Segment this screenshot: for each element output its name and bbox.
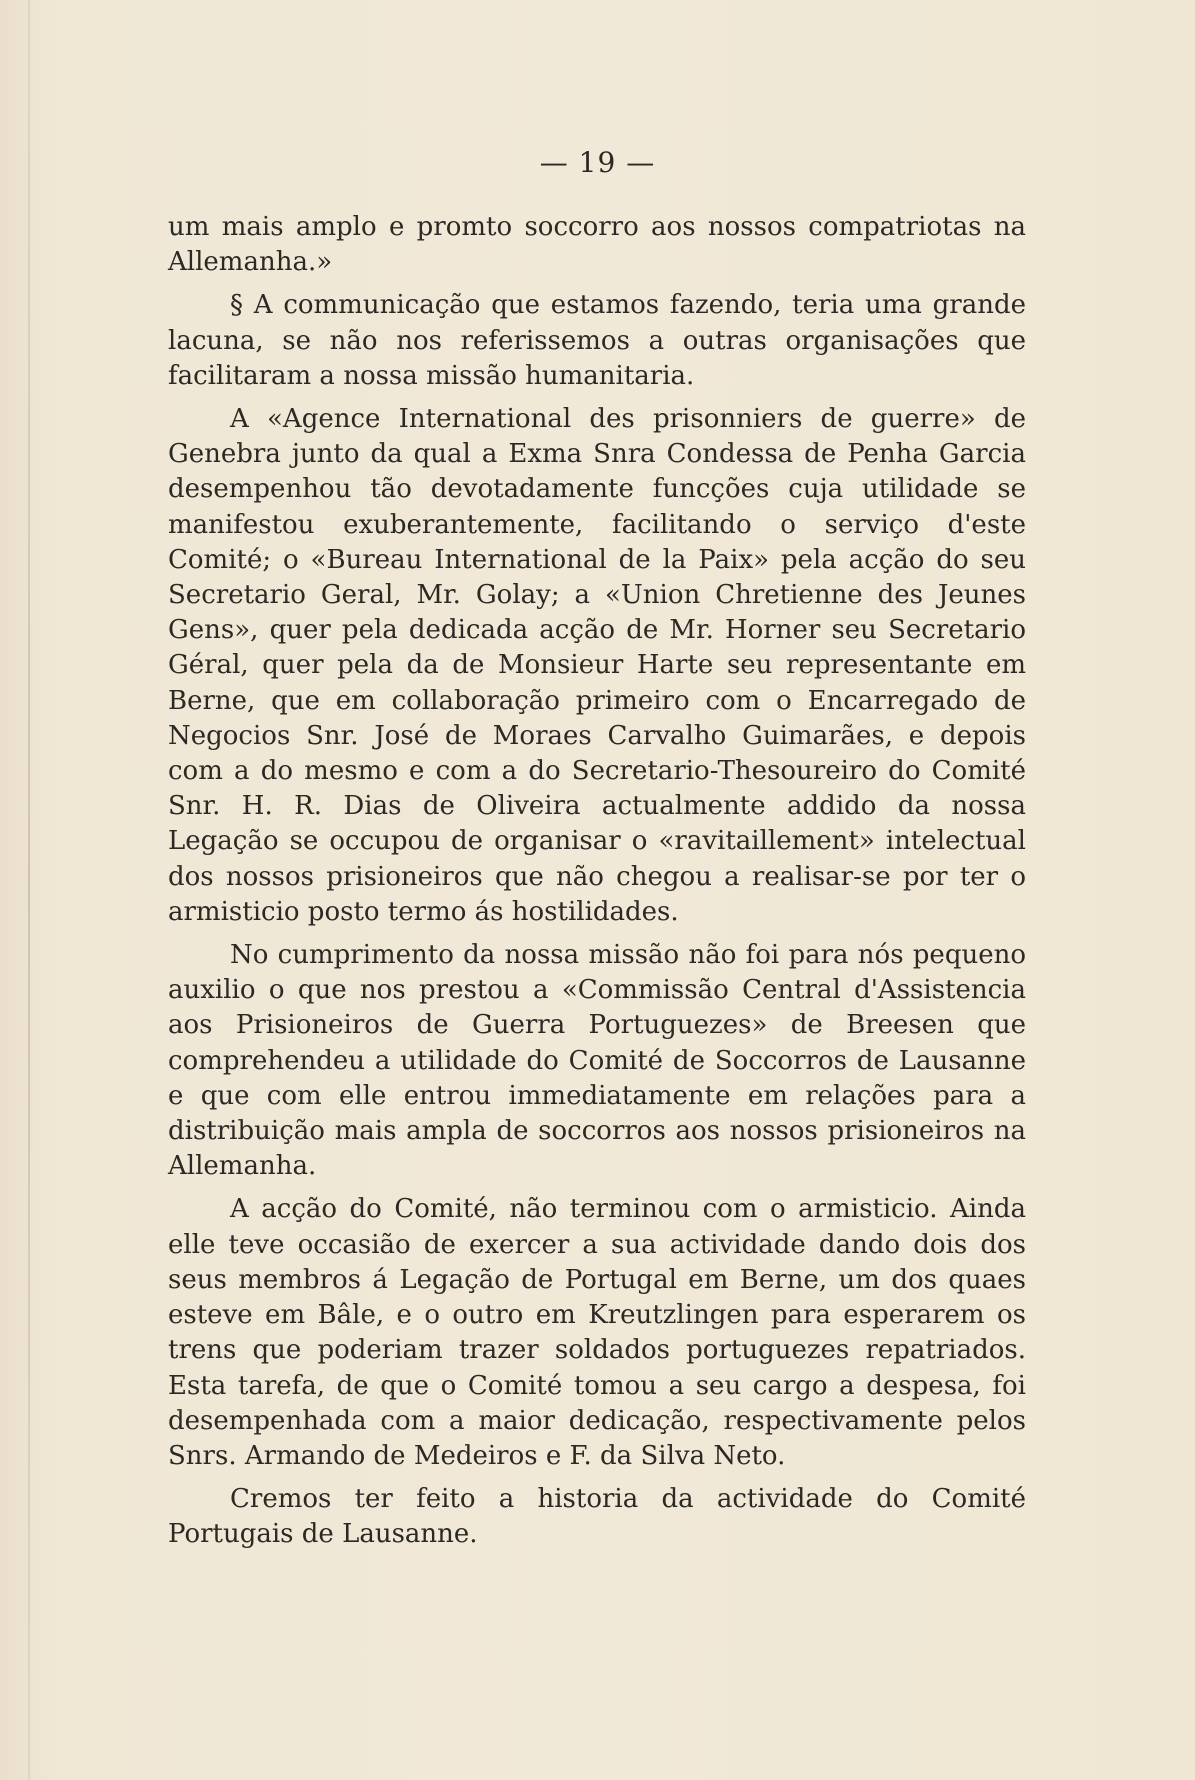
paragraph: Cremos ter feito a historia da actividade do Comité Portugais de Lausanne. [168,1484,1026,1550]
page-edge-shadow [28,0,30,1780]
paragraph: A acção do Comité, não terminou com o armisticio. Ainda elle teve occasião de exercer a sua actividade dando dois dos seus membros á Legação de Portugal em Berne, um dos quaes esteve em Bâle, e o outro em Kreutzlingen para esperarem os trens que poderiam trazer soldados portuguezes repatriados. Esta tarefa, de que o Comité tomou a seu cargo a despesa, foi desempenhada com a maior dedicação, respectivamente pelos Snrs. Armando de Medeiros e F. da Silva Neto. [168,1194,1026,1471]
paragraph: § A communicação que estamos fazendo, teria uma grande lacuna, se não nos referissemos a outras organisações que facilitaram a nossa missão humanitaria. [168,290,1026,391]
body-text [168,210,1026,1561]
paragraph: No cumprimento da nossa missão não foi para nós pequeno auxilio o que nos prestou a «Commissão Central d'Assistencia aos Prisioneiros de Guerra Portuguezes» de Breesen que comprehendeu a utilidade do Comité de Soccorros de Lausanne e que com elle entrou immediatamente em relações para a distribuição mais ampla de soccorros aos nossos prisioneiros na Allemanha. [168,940,1026,1182]
paragraph: um mais amplo e promto soccorro aos nossos compatriotas na Allemanha.» [168,212,1026,278]
page-number: — 19 — [539,146,656,179]
paragraph: A «Agence International des prisonniers de guerre» de Genebra junto da qual a Exma Snra Condessa de Penha Garcia desempenhou tão devotadamente funcções cuja utilidade se manifestou exuberantemente, facilitando o serviço d'este Comité; o «Bureau International de la Paix» pela acção do seu Secretario Geral, Mr. Golay; a «Union Chretienne des Jeunes Gens», quer pela dedicada acção de Mr. Horner seu Secretario Géral, quer pela da de Monsieur Harte seu representante em Berne, que em collaboração primeiro com o Encarregado de Negocios Snr. José de Moraes Carvalho Guimarães, e depois com a do mesmo e com a do Secretario-Thesoureiro do Comité Snr. H. R. Dias de Oliveira actualmente addido da nossa Legação se occupou de organisar o «ravitaillement» intelectual dos nossos prisioneiros que não chegou a realisar-se por ter o armisticio posto termo ás hostilidades. [168,404,1026,927]
